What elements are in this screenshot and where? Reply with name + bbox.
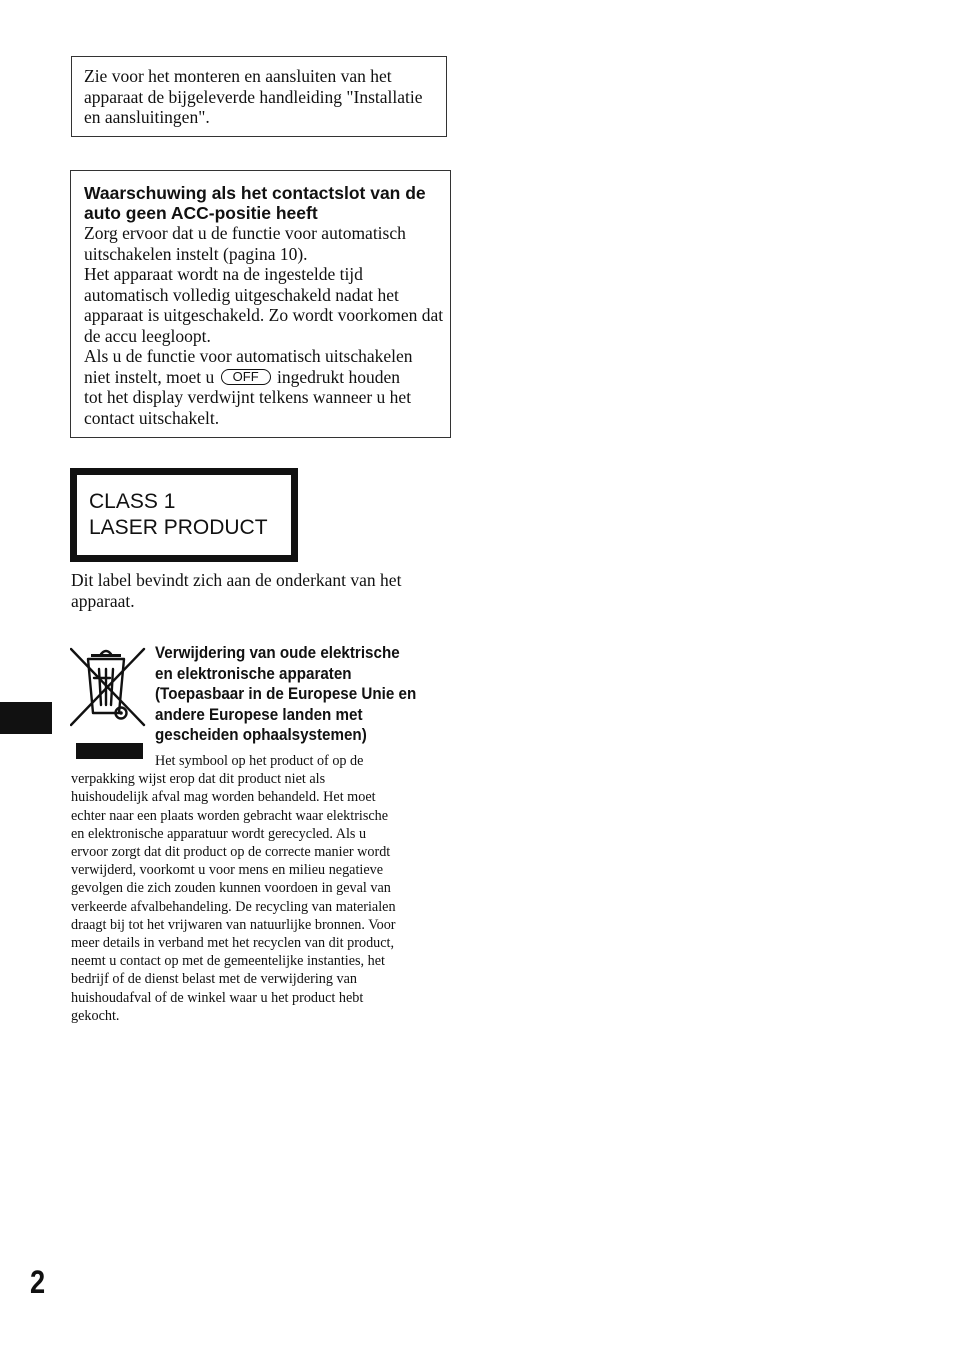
acc-warning-paragraph-2: Het apparaat wordt na de ingestelde tijd automatisch volledig uitgeschakeld nadat het apparaat is uitgeschakeld. Zo wordt voorkomen dat de accu leegloopt. bbox=[84, 264, 444, 346]
section-tab-marker bbox=[0, 702, 52, 734]
acc-warning-paragraph-3-rest: tot het display verdwijnt telkens wanneer u het contact uitschakelt. bbox=[84, 387, 412, 428]
acc-warning-paragraph-3-line-2 bbox=[84, 367, 444, 388]
off-button-symbol: OFF bbox=[221, 369, 271, 385]
page-number: 2 bbox=[30, 1264, 46, 1300]
weee-heading-line: andere Europese landen met bbox=[155, 705, 363, 724]
off-key-trail-text: ingedrukt houden bbox=[277, 366, 400, 387]
weee-text-line: verwijderd, voorkomt u voor mens en milieu negatieve bbox=[71, 862, 384, 879]
weee-text-line: gekocht. bbox=[71, 1007, 120, 1024]
weee-heading-line: gescheiden ophaalsystemen) bbox=[155, 726, 367, 745]
acc-warning-box bbox=[70, 170, 451, 438]
weee-text-line: echter naar een plaats worden gebracht waar elektrische bbox=[71, 807, 389, 824]
weee-text-line: huishoudelijk afval mag worden behandeld. Het moet bbox=[71, 789, 376, 806]
weee-heading-line: en elektronische apparaten bbox=[155, 664, 352, 683]
acc-warning-paragraph-3-line-1: Als u de functie voor automatisch uitschakelen bbox=[84, 346, 413, 366]
weee-text-line: gevolgen die zich zouden kunnen voordoen in geval van bbox=[71, 880, 391, 897]
weee-text-line: draagt bij tot het vrijwaren van natuurlijke bronnen. Voor bbox=[71, 916, 396, 933]
laser-label-line-2: LASER PRODUCT bbox=[89, 516, 268, 539]
acc-warning-title: Waarschuwing als het contactslot van de auto geen ACC-positie heeft bbox=[84, 183, 426, 223]
acc-warning-paragraph-3 bbox=[84, 346, 444, 428]
weee-text-line: meer details in verband met het recyclen van dit product, bbox=[71, 935, 395, 952]
off-key-lead-text: niet instelt, moet u bbox=[84, 366, 215, 387]
crossed-out-wheelie-bin-icon bbox=[70, 647, 146, 727]
weee-heading-line: (Toepasbaar in de Europese Unie en bbox=[155, 685, 417, 704]
weee-text-line: Het symbool op het product of op de bbox=[155, 753, 364, 769]
weee-text-line: ervoor zorgt dat dit product op de correcte manier wordt bbox=[71, 844, 391, 861]
weee-text-line: huishoudafval of de winkel waar u het product hebt bbox=[71, 989, 364, 1006]
weee-text-line: neemt u contact op met de gemeentelijke instanties, het bbox=[71, 953, 385, 970]
label-location-note: Dit label bevindt zich aan de onderkant van het apparaat. bbox=[71, 570, 402, 611]
laser-label-line-1: CLASS 1 bbox=[89, 490, 176, 513]
class-1-laser-product-label bbox=[70, 468, 298, 562]
weee-text-line: en elektronische apparatuur wordt gerecycled. Als u bbox=[71, 825, 367, 842]
weee-disposal-text bbox=[71, 752, 451, 1025]
weee-disposal-heading bbox=[155, 643, 431, 746]
weee-heading-line: Verwijdering van oude elektrische bbox=[155, 644, 400, 662]
acc-warning-paragraph-1: Zorg ervoor dat u de functie voor automatisch uitschakelen instelt (pagina 10). bbox=[84, 223, 406, 264]
weee-text-line: verpakking wijst erop dat dit product niet als bbox=[71, 771, 326, 788]
weee-text-line: bedrijf of de dienst belast met de verwijdering van bbox=[71, 971, 358, 988]
installation-note-text: Zie voor het monteren en aansluiten van het apparaat de bijgeleverde handleiding "Installatie en aansluitingen". bbox=[84, 66, 423, 128]
weee-text-line: verkeerde afvalbehandeling. De recycling van materialen bbox=[71, 898, 396, 915]
installation-note-box bbox=[71, 56, 447, 137]
